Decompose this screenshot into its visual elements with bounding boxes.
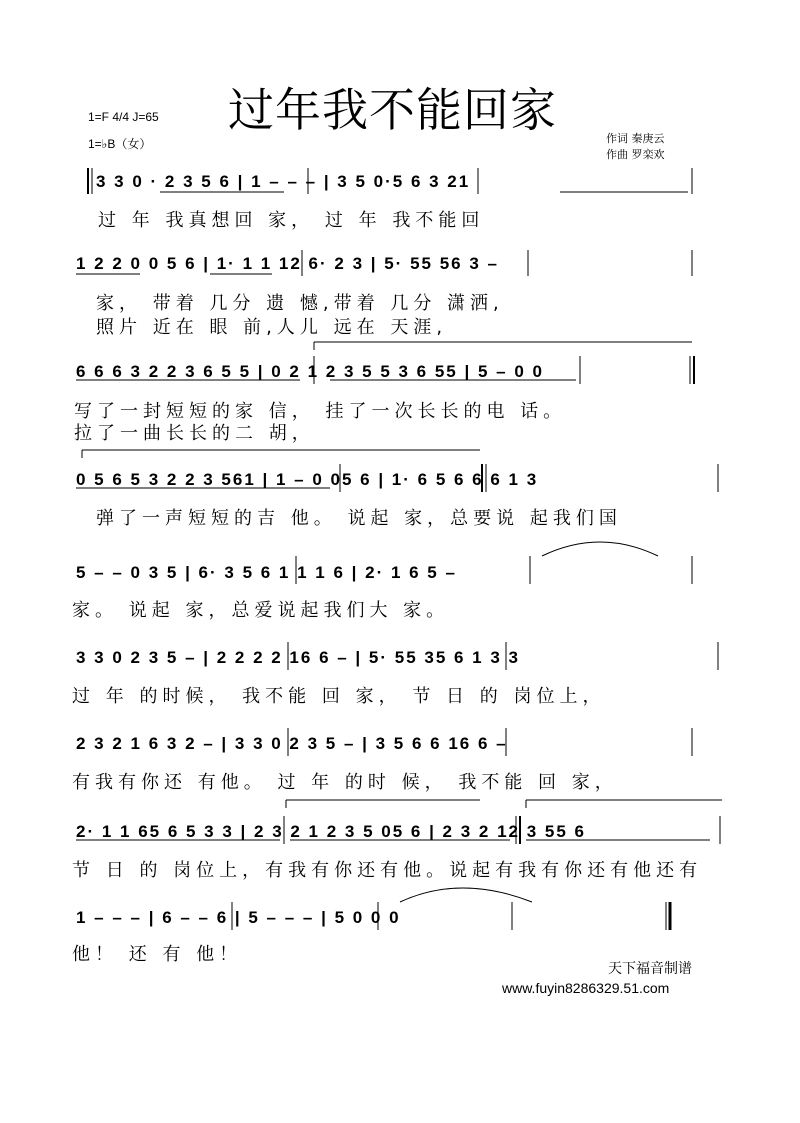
lyrics-row-4: 弹了一声短短的吉 他。 说起 家，总要说 起我们国 — [96, 508, 622, 529]
lyrics-row-5: 家。 说起 家，总爱说起我们大 家。 — [72, 600, 450, 621]
song-title: 过年我不能回家 — [228, 83, 557, 137]
lyrics-row-3-verse-1: 写了一封短短的家 信， 挂了一次长长的电 话。 — [74, 401, 567, 422]
notes-row-3: 6 6 6 3 2 2 3 6 5 5 | 0 2 1 2 3 5 5 3 6 55 | 5 – 0 0 — [76, 362, 544, 381]
key-signature-female: 1=♭B（女） — [88, 137, 152, 151]
footer-url[interactable]: www.fuyin8286329.51.com — [502, 980, 670, 996]
lyrics-row-6: 过 年 的时候， 我不能 回 家， 节 日 的 岗位上， — [72, 686, 606, 707]
composer-credit: 作曲 罗栾欢 — [606, 148, 665, 161]
lyrics-row-7: 有我有你还 有他。 过 年 的时 候， 我不能 回 家， — [72, 772, 618, 793]
lyrics-row-3-verse-2: 拉了一曲长长的二 胡， — [74, 423, 315, 444]
lyrics-row-2-verse-2: 照片 近在 眼 前,人儿 远在 天涯, — [96, 317, 448, 338]
footer-credit: 天下福音制谱 — [608, 961, 692, 977]
key-signature: 1=F 4/4 J=65 — [88, 110, 159, 124]
notes-row-6: 3 3 0 2 3 5 – | 2 2 2 2 16 6 – | 5· 55 35 6 1 3 3 — [76, 648, 520, 667]
lyrics-row-9: 他！ 还 有 他！ — [72, 944, 243, 965]
notes-row-8: 2· 1 1 65 6 5 3 3 | 2 3 2 1 2 3 5 05 6 | 2 3 2 12 3 55 6 — [76, 822, 586, 841]
notes-row-7: 2 3 2 1 6 3 2 – | 3 3 0 2 3 5 – | 3 5 6 6 16 6 – — [76, 734, 508, 753]
notes-row-9: 1 – – – | 6 – – 6 | 5 – – – | 5 0 0 0 — [76, 908, 401, 927]
notes-row-1: 3 3 0 · 2 3 5 6 | 1 – – – | 3 5 0·5 6 3 21 — [96, 172, 471, 191]
lyrics-row-2-verse-1: 家， 带着 几分 遗 憾,带着 几分 潇洒, — [96, 293, 504, 314]
lyrics-row-8: 节 日 的 岗位上，有我有你还有他。说起有我有你还有他还有 — [72, 860, 703, 881]
notes-row-5: 5 – – 0 3 5 | 6· 3 5 6 1 1 1 6 | 2· 1 6 5 – — [76, 563, 457, 582]
notes-row-2: 1 2 2 0 0 5 6 | 1· 1 1 12 6· 2 3 | 5· 55 56 3 – — [76, 254, 499, 273]
lyricist-credit: 作词 秦庚云 — [606, 132, 665, 145]
lyrics-row-1: 过 年 我真想回 家， 过 年 我不能回 — [98, 210, 485, 231]
notes-row-4: 0 5 6 5 3 2 2 3 561 | 1 – 0 05 6 | 1· 6 5 6 6 6 1 3 — [76, 470, 539, 489]
